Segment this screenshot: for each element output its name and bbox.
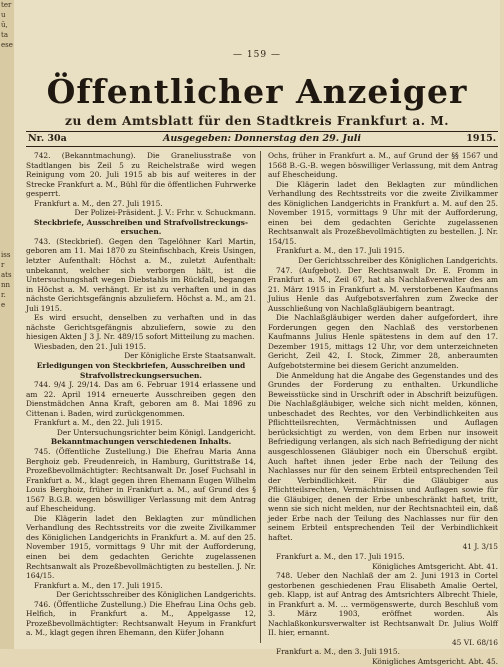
left-column-paragraph: Der Untersuchungsrichter beim Königl. Landgericht. <box>56 427 256 437</box>
left-column-paragraph: Es wird ersucht, denselben zu verhaften und in das nächste Gerichtsgefängnis abzuliefern, sowie zu den hiesigen Akten J 3 J. Nr. 489/15 sofort Mitteilung zu machen. <box>26 313 256 342</box>
issue-date: Ausgegeben: Donnerstag den 29. Juli <box>162 133 362 144</box>
left-column-paragraph: 742. (Bekanntmachung). Die Graneliusstraße von Stadtlangen bis Zeil 5 zu Reichelstraße wird wegen Reinigung vom 20. Juli 1915 ab bis auf weiteres in der Strecke Frankfurt a. M., Bühl für die öffentlichen Fuhrwerke gesperrt. <box>26 151 256 199</box>
right-column-paragraph: Ochs, früher in Frankfurt a. M., auf Grund der §§ 1567 und 1568 B.-G.-B. wegen böswilliger Verlassung, mit dem Antrag auf Ehescheidung. <box>268 151 498 180</box>
edge-fragment: r <box>1 261 5 269</box>
edge-fragment: ū, <box>1 21 8 29</box>
issue-number: Nr. 30a <box>28 133 67 144</box>
right-column-paragraph: 41 J. 3/15 <box>462 542 498 552</box>
edge-fragment: ta <box>1 31 8 39</box>
adjacent-page-edge <box>0 0 14 649</box>
edge-fragment: r. <box>1 291 6 299</box>
left-column-paragraph: 743. (Steckbrief). Gegen den Tagelöhner Karl Martin, geboren am 11. Mai 1870 zu Steinfischbach, Kreis Usingen, letzter Aufenthalt: Höchst a. M., zuletzt Aufenthalt: unbekannt, welcher sich verborgen hält, ist die Untersuchungshaft wegen Diebstahls im Rückfall, begangen in Höchst a. M. verhängt. Er ist zu verhaften und in das nächste Gerichtsgefängnis abzuliefern. Höchst a. M., am 21. Juli 1915. <box>26 236 256 313</box>
left-column <box>26 151 256 646</box>
edge-fragment: ats <box>1 271 12 279</box>
right-column-paragraph: 45 VI. 68/16 <box>451 637 498 647</box>
column-divider <box>260 151 261 643</box>
left-column-paragraph: Der Königliche Erste Staatsanwalt. <box>124 351 256 361</box>
edge-fragment: nn <box>1 281 11 289</box>
right-column <box>268 151 498 666</box>
newspaper-page <box>14 0 500 666</box>
edge-fragment: ese <box>1 41 13 49</box>
left-column-paragraph: Die Klägerin ladet den Beklagten zur mündlichen Verhandlung des Rechtsstreits vor die zweite Zivilkammer des Königlichen Landgerichts in Frankfurt a. M. auf den 25. November 1915, vormittags 9 Uhr mit der Aufforderung, einen bei dem gedachten Gerichte zugelassenen Rechtsanwalt als Prozeßbevollmächtigten zu bestellen. J. Nr. 164/15. <box>26 513 256 581</box>
left-column-paragraph: Frankfurt a. M., den 17. Juli 1915. <box>34 580 163 590</box>
edge-fragment: e <box>1 301 6 309</box>
left-column-paragraph: Steckbriefe, Ausschreiben und Strafvollstreckungs-ersuchen. <box>33 217 249 237</box>
masthead-title: Öffentlicher Anzeiger <box>46 72 468 111</box>
bottom-rule <box>26 146 498 147</box>
edge-gap <box>0 50 14 250</box>
right-column-paragraph: Der Gerichtsschreiber des Königlichen Landgerichts. <box>298 256 498 266</box>
left-column-paragraph: 746. (Öffentliche Zustellung.) Die Ehefrau Lina Ochs geb. Helfich, in Frankfurt a. M., Appelgasse 12, Prozeßbevollmächtigter: Rechtsanwalt Heyum in Frankfurt a. M., klagt gegen ihren Ehemann, den Küfer Johann <box>26 599 256 638</box>
edge-fragment: u <box>1 11 6 19</box>
left-column-paragraph: Frankfurt a. M., den 22. Juli 1915. <box>34 418 163 428</box>
right-column-paragraph: Die Nachlaßgläubiger werden daher aufgefordert, ihre Forderungen gegen den Nachlaß des verstorbenen Kaufmanns Julius Henle spätestens in dem auf den 17. Dezember 1915, mittags 12 Uhr, vor dem unterzeichneten Gericht, Zeil 42, I. Stock, Zimmer 28, anberaumten Aufgebotstermine bei diesem Gericht anzumelden. <box>268 313 498 371</box>
right-column-paragraph: 747. (Aufgebot). Der Rechtsanwalt Dr. E. Fromm in Frankfurt a. M., Zeil 67, hat als Nachlaßverwalter des am 21. März 1915 in Frankfurt a. M. verstorbenen Kaufmanns Julius Henle das Aufgebotsverfahren zum Zwecke der Ausschließung von Nachlaßgläubigern beantragt. <box>268 265 498 313</box>
left-column-paragraph: Bekanntmachungen verschiedenen Inhalts. <box>50 437 232 447</box>
edge-fragment: iss <box>1 251 11 259</box>
top-rule <box>26 131 498 132</box>
left-column-paragraph: 745. (Öffentliche Zustellung.) Die Ehefrau Maria Anna Berghoiz geb. Freudenreich, in Hamburg, Gurittstraße 14, Prozeßbevollmächtigter: Rechtsanwalt Dr. Josef Fuchsahl in Frankfurt a. M., klagt gegen ihren Ehemann Eugen Wilhelm Louis Berghoiz, früher in Frankfurt a. M., auf Grund des § 1567 B.G.B. wegen böswilliger Verlassung mit dem Antrag auf Ehescheidung. <box>26 446 256 514</box>
right-column-paragraph: Königliches Amtsgericht. Abt. 45. <box>372 656 498 666</box>
left-column-paragraph: Wiesbaden, den 21. Juli 1915. <box>34 341 146 351</box>
right-column-paragraph: Frankfurt a. M., den 3. Juli 1915. <box>276 647 400 657</box>
left-column-paragraph: Erledigungen von Steckbriefen, Ausschreiben und Strafvollstreckungsersuchen. <box>36 361 246 380</box>
right-column-paragraph: Die Anmeldung hat die Angabe des Gegenstandes und des Grundes der Forderung zu enthalten. Urkundliche Beweisstücke sind in Urschrift oder in Abschrift beizufügen. Die Nachlaßgläubiger, welche sich nicht melden, können, unbeschadet des Rechtes, vor den Verbindlichkeiten aus Pflichtteilsrechten, Vermächtnissen und Auflagen berücksichtigt zu werden, von dem Erben nur insoweit Befriedigung verlangen, als sich nach Befriedigung der nicht ausgeschlossenen Gläubiger noch ein Überschuß ergibt. Auch haftet ihnen jeder Erbe nach der Teilung des Nachlasses nur für den seinem Erbteil entsprechenden Teil der Verbindlichkeit. Für die Gläubiger aus Pflichtteilsrechten, Vermächtnissen und Auflagen sowie für die Gläubiger, denen der Erbe unbeschränkt haftet, tritt, wenn sie sich nicht melden, nur der Rechtsnachteil ein, daß jeder Erbe nach der Teilung des Nachlasses nur für den seinem Erbteil entsprechenden Teil der Verbindlichkeit haftet. <box>268 370 498 542</box>
issue-year: 1915. <box>466 133 496 144</box>
left-column-paragraph: Frankfurt a. M., den 27. Juli 1915. <box>34 198 163 208</box>
right-column-paragraph: 748. Ueber den Nachlaß der am 2. Juni 1913 in Cortel gestorbenen geschiedenen Frau Elisabeth Amalie Oertel, geb. Klapp, ist auf Antrag des Amtsrichters Albrecht Thiele, in Frankfurt a. M. ... vermögenswerte, durch Beschluß vom 3. März 1903, eröffnet worden. Als Nachlaßkonkursverwalter ist Rechtsanwalt Dr. Julius Wolff II. hier, ernannt. <box>268 571 498 638</box>
right-column-paragraph: Frankfurt a. M., den 17. Juli 1915. <box>276 551 405 561</box>
right-column-paragraph: Frankfurt a. M., den 17. Juli 1915. <box>276 246 405 256</box>
masthead-subtitle: zu dem Amtsblatt für den Stadtkreis Frankfurt a. M. <box>65 114 449 128</box>
issue-line <box>26 133 498 145</box>
right-column-paragraph: Die Klägerin ladet den Beklagten zur mündlichen Verhandlung des Rechtsstreits vor die zweite Zivilkammer des Königlichen Landgerichts in Frankfurt a. M. auf den 25. November 1915, vormittags 9 Uhr mit der Aufforderung, einen bei dem gedachten Gerichte zugelassenen Rechtsanwalt als Prozeßbevollmächtigten zu bestellen. J. Nr. 154/15. <box>268 179 498 246</box>
left-column-paragraph: 744. 9/4 J. 29/14. Das am 6. Februar 1914 erlassene und am 22. April 1914 erneuerte Ausschreiben gegen den Dienstmädchen Anna Kraft, geboren am 8. Mai 1896 zu Cittenan i. Baden, wird zurückgenommen. <box>26 380 256 418</box>
left-column-paragraph: Der Polizei-Präsident. J. V.: Frhr. v. Schuckmann. <box>74 208 256 218</box>
right-column-paragraph: Königliches Amtsgericht. Abt. 41. <box>372 561 498 571</box>
left-column-paragraph: Der Gerichtsschreiber des Königlichen Landgerichts. <box>56 590 256 600</box>
page-number: — 159 — <box>233 50 281 60</box>
edge-fragment: ter <box>1 1 12 9</box>
